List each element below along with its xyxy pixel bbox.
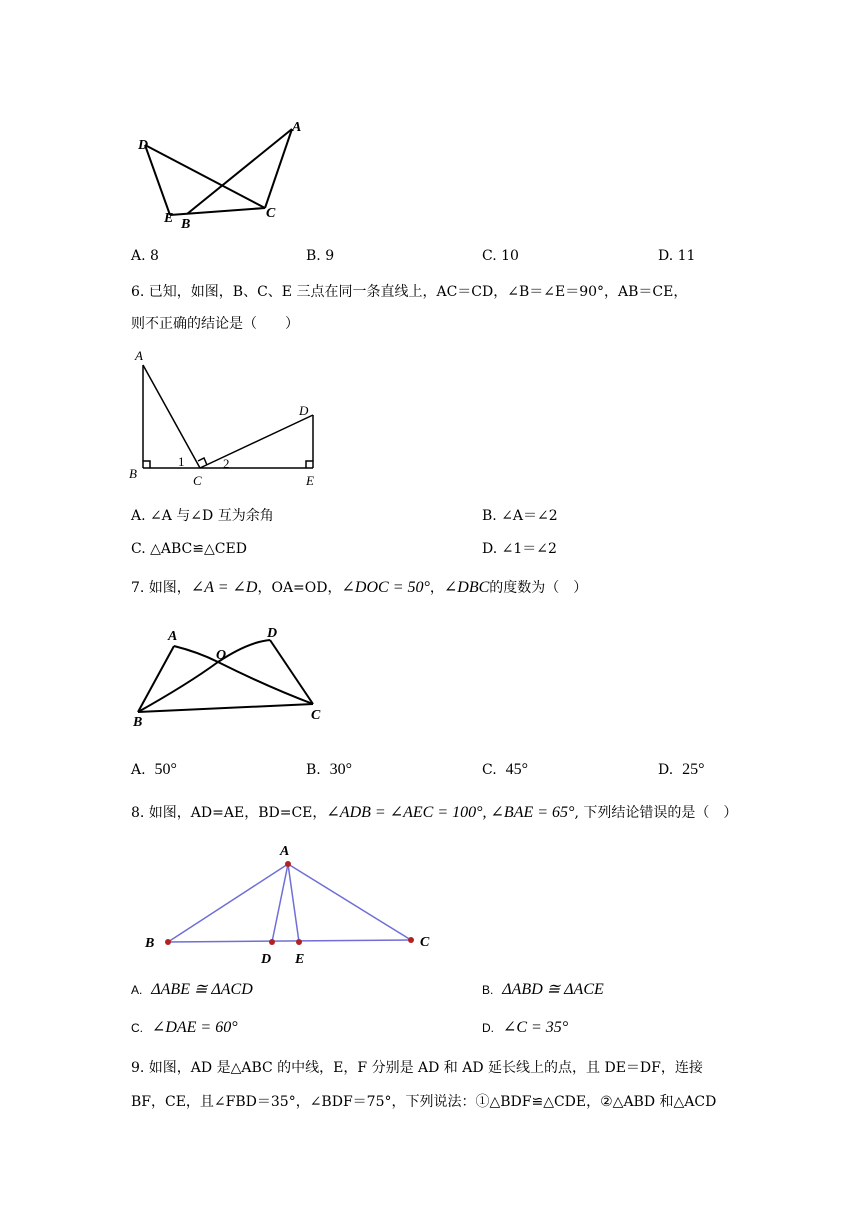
q7-option-d: D. 25° xyxy=(658,761,705,778)
q6-label-a: A xyxy=(135,348,143,363)
q8-option-d: D. ∠C = 35° xyxy=(482,1019,569,1036)
q9-stem-line1: 9. 如图，AD 是△ABC 的中线，E，F 分别是 AD 和 AD 延长线上的点，且 DE＝DF，连接 xyxy=(131,1060,703,1076)
q6-figure xyxy=(125,345,335,490)
q5-label-a: A xyxy=(292,120,302,135)
q6-label-e: E xyxy=(306,473,314,488)
q8-option-c: C. ∠DAE = 60° xyxy=(131,1019,238,1036)
q8-option-b: B. ΔABD ≅ ΔACE xyxy=(482,981,604,998)
q6-stem-line2: 则不正确的结论是（ ） xyxy=(131,316,299,332)
q8-point-c xyxy=(408,937,414,943)
q8-label-c: C xyxy=(420,935,430,950)
q8-point-e xyxy=(296,939,302,945)
q8-option-a: A. ΔABE ≅ ΔACD xyxy=(131,981,253,998)
q6-option-b: B. ∠A＝∠2 xyxy=(482,508,558,524)
q7-option-b: B. 30° xyxy=(306,761,353,778)
q6-option-d: D. ∠1＝∠2 xyxy=(482,541,557,557)
q6-label-d: D xyxy=(299,403,309,418)
q8-label-b: B xyxy=(145,936,155,951)
q7-option-a: A. 50° xyxy=(131,761,177,778)
q6-label-b: B xyxy=(129,466,137,481)
q6-label-1: 1 xyxy=(178,454,185,469)
q8-point-b xyxy=(165,939,171,945)
q5-label-e: E xyxy=(164,211,174,226)
q5-label-d: D xyxy=(138,138,149,153)
q5-label-c: C xyxy=(266,206,276,221)
q5-option-b: B. 9 xyxy=(306,248,335,264)
q6-stem-line1: 6. 已知，如图，B、C、E 三点在同一条直线上，AC＝CD，∠B＝∠E＝90°，AB＝CE， xyxy=(131,284,688,300)
q5-option-d: D. 11 xyxy=(658,248,696,264)
q7-label-c: C xyxy=(311,708,321,723)
q6-option-a: A. ∠A 与∠D 互为余角 xyxy=(131,508,274,524)
q7-figure xyxy=(128,622,343,742)
q7-label-a: A xyxy=(168,629,178,644)
q5-label-b: B xyxy=(181,217,191,232)
q8-point-a xyxy=(285,861,291,867)
q7-option-c: C. 45° xyxy=(482,761,528,778)
q7-stem: 7. 如图，∠A = ∠D，OA=OD，∠DOC = 50°，∠DBC的度数为（ ） xyxy=(131,579,588,596)
q5-option-a: A. 8 xyxy=(131,248,159,264)
q6-label-2: 2 xyxy=(223,456,230,471)
q8-figure xyxy=(140,838,440,968)
q7-label-b: B xyxy=(133,715,143,730)
q8-label-a: A xyxy=(280,844,290,859)
q8-stem: 8. 如图，AD=AE，BD=CE，∠ADB = ∠AEC = 100°, ∠BAE = 65°, 下列结论错误的是（ ） xyxy=(131,804,738,821)
q5-option-c: C. 10 xyxy=(482,248,519,264)
q8-label-e: E xyxy=(295,952,305,967)
q7-label-o: O xyxy=(216,648,227,663)
q8-label-d: D xyxy=(261,952,272,967)
q8-point-d xyxy=(269,939,275,945)
q9-stem-line2: BF，CE，且∠FBD＝35°，∠BDF＝75°，下列说法：①△BDF≌△CDE，②△ABD 和△ACD xyxy=(131,1094,717,1110)
q5-figure xyxy=(130,115,310,235)
q6-label-c: C xyxy=(193,473,202,488)
q7-label-d: D xyxy=(267,626,278,641)
q6-option-c: C. △ABC≌△CED xyxy=(131,541,247,557)
